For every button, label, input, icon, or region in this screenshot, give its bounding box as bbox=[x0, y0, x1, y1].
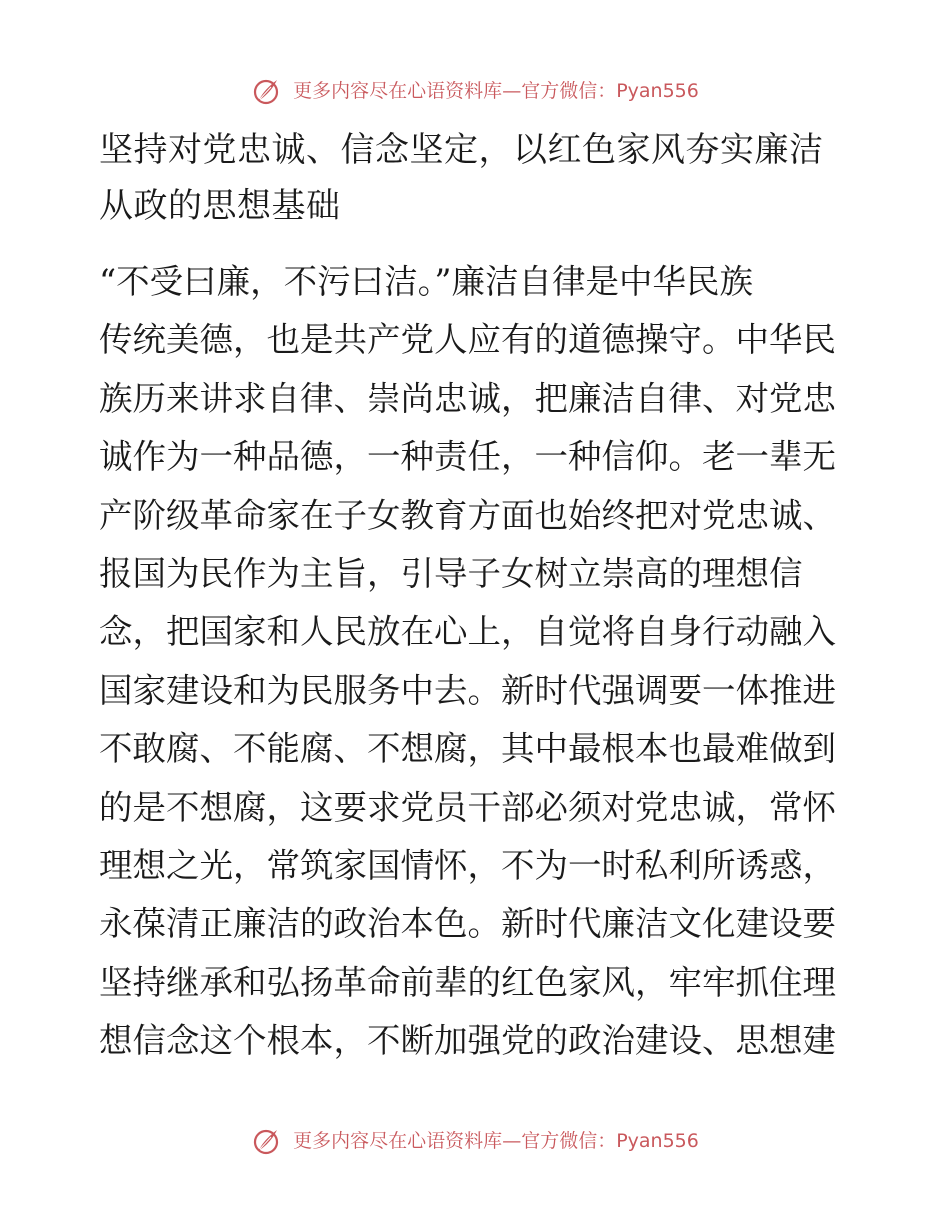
body-line: “不受曰廉，不污曰洁。”廉洁自律是中华民族 bbox=[99, 262, 754, 301]
body-line: 理想之光，常筑家国情怀，不为一时私利所诱惑， bbox=[99, 845, 836, 885]
body-line: 永葆清正廉洁的政治本色。新时代廉洁文化建设要 bbox=[99, 904, 836, 944]
watermark-separator: — bbox=[502, 80, 522, 102]
header-watermark bbox=[0, 76, 950, 106]
article-body bbox=[99, 253, 859, 1070]
watermark-official-label: 官方微信： bbox=[521, 80, 617, 102]
body-line: 族历来讲求自律、崇尚忠诚，把廉洁自律、对党忠 bbox=[99, 378, 836, 418]
watermark-text: 更多内容尽在心语资料库 bbox=[293, 80, 503, 102]
body-line: 报国为民作为主旨，引导子女树立崇高的理想信 bbox=[99, 553, 803, 593]
feather-logo-icon bbox=[251, 76, 281, 106]
body-line: 坚持继承和弘扬革命前辈的红色家风，牢牢抓住理 bbox=[99, 962, 836, 1002]
watermark-wechat-id: Pyan556 bbox=[616, 80, 699, 102]
body-line: 传统美德，也是共产党人应有的道德操守。中华民 bbox=[99, 320, 836, 360]
body-line: 国家建设和为民服务中去。新时代强调要一体推进 bbox=[99, 670, 836, 710]
feather-logo-icon bbox=[251, 1126, 281, 1156]
body-line: 念，把国家和人民放在心上，自觉将自身行动融入 bbox=[99, 612, 836, 652]
watermark-official-label: 官方微信： bbox=[521, 1130, 617, 1152]
heading-line: 坚持对党忠诚、信念坚定，以红色家风夯实廉洁 bbox=[99, 130, 824, 170]
body-line: 的是不想腐，这要求党员干部必须对党忠诚，常怀 bbox=[99, 787, 836, 827]
body-line: 不敢腐、不能腐、不想腐，其中最根本也最难做到 bbox=[99, 729, 836, 769]
body-line: 想信念这个根本，不断加强党的政治建设、思想建 bbox=[99, 1021, 836, 1061]
watermark-wechat-id: Pyan556 bbox=[616, 1130, 699, 1152]
footer-watermark bbox=[0, 1126, 950, 1156]
watermark-separator: — bbox=[502, 1130, 522, 1152]
heading-line: 从政的思想基础 bbox=[99, 186, 341, 226]
watermark-text: 更多内容尽在心语资料库 bbox=[293, 1130, 503, 1152]
body-line: 产阶级革命家在子女教育方面也始终把对党忠诚、 bbox=[99, 495, 836, 535]
article-heading bbox=[99, 122, 859, 234]
body-line: 诚作为一种品德，一种责任，一种信仰。老一辈无 bbox=[99, 437, 836, 477]
